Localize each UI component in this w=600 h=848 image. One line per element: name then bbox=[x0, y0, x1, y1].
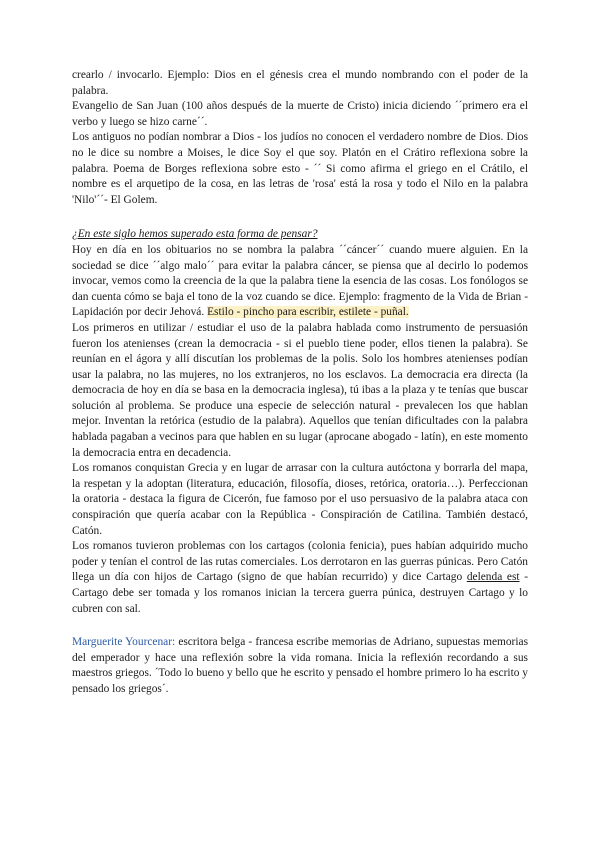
spacer bbox=[72, 208, 528, 227]
author-name: Marguerite Yourcenar: bbox=[72, 636, 176, 649]
cartagos-text-after: - Cartago debe ser tomada y los romanos inician la tercera guerra púnica, destruyen Cartago y lo cubren con sal. bbox=[72, 571, 528, 615]
paragraph-genesis: crearlo / invocarlo. Ejemplo: Dios en el génesis crea el mundo nombrando con el poder de la palabra. bbox=[72, 69, 528, 97]
paragraph-obituarios bbox=[72, 243, 528, 321]
paragraph-san-juan: Evangelio de San Juan (100 años después de la muerte de Cristo) inicia diciendo ´´primero era el verbo y luego se hizo carne´´. bbox=[72, 100, 528, 128]
paragraph-cartagos bbox=[72, 539, 528, 617]
cartagos-text-before: Los romanos tuvieron problemas con los cartagos (colonia fenicia), pues habían adquirido mucho poder y tenían el control de las rutas comerciales. Los derrotaron en las guerras púnicas. Pero Catón llega un día con hijos de Cartago (signo de que habían recurrido) y dice Cartago bbox=[72, 540, 528, 584]
spacer bbox=[72, 617, 528, 635]
section-title: ¿En este siglo hemos superado esta forma de pensar? bbox=[72, 228, 318, 241]
paragraph-nombre-dios: Los antiguos no podían nombrar a Dios - los judíos no conocen el verdadero nombre de Dios. Dios no le dice su nombre a Moises, le dice Soy el que soy. Platón en el Crátiro reflexiona sobre la palabra. Poema de Borges reflexiona sobre esto - ´´ Si como afirma el griego en el Crátilo, el nombre es el arquetipo de la cosa, en las letras de 'rosa' está la rosa y todo el Nilo en la palabra 'Nilo'´´- El Golem. bbox=[72, 131, 528, 206]
paragraph-romanos: Los romanos conquistan Grecia y en lugar de arrasar con la cultura autóctona y borrarla del mapa, la respetan y la adoptan (literatura, educación, filosofía, dioses, retórica, oratoria…). Perfeccionan la oratoria - destaca la figura de Cicerón, fue famoso por el uso persuasivo de la palabra ataca con conspiración que quería acabar con la República - Conspiración de Catilina. También destacó, Catón. bbox=[72, 462, 528, 537]
delenda-est-underlined: delenda est bbox=[466, 571, 520, 584]
obituarios-text: Hoy en día en los obituarios no se nombra la palabra ´´cáncer´´ cuando muere alguien. En la sociedad se dice ´´algo malo´´ para evitar la palabra cáncer, se piensa que al decirlo lo podemos invocar, vemos como la creencia de la que la palabra tiene la esencia de las cosas. Los fonólogos se dan cuenta cómo se baja el tono de la voz cuando se dice. Ejemplo: fragmento de la Vida de Brian - Lapidación por decir Jehová. bbox=[72, 243, 528, 319]
paragraph-atenienses: Los primeros en utilizar / estudiar el uso de la palabra hablada como instrumento de persuasión fueron los atenienses (crean la democracia - si el pueblo tiene poder, ellos tienen la palabra). Se reunían en el ágora y allí discutían los problemas de la polis. Solo los hombres atenienses podían usar la palabra, no las mujeres, no los extranjeros, no los esclavos. La democracia era directa (la democracia de hoy en día se basa en la democracia inglesa), tú ibas a la plaza y te tenías que buscar solución al problema. Se produce una especie de selección natural - prevalecen los que hablan mejor. Inventan la retórica (estudio de la palabra). Aquellos que tenían dificultades con la palabra hablada pagaban a vecinos para que hablen en su lugar (aprocane abogado - latín), en este momento la democracia entra en decadencia. bbox=[72, 321, 528, 459]
document-page bbox=[72, 68, 528, 698]
paragraph-yourcenar bbox=[72, 635, 528, 697]
yourcenar-text: escritora belga - francesa escribe memorias de Adriano, supuestas memorias del emperador y hace una reflexión sobre la vida romana. Inicia la reflexión recordando a sus maestros griegos. ´Todo lo bueno y bello que he escrito y pensado el hombre primero lo ha escrito y pensado los griegos´. bbox=[72, 636, 528, 695]
highlighted-note: Estilo - pincho para escribir, estilete - puñal. bbox=[207, 306, 409, 319]
